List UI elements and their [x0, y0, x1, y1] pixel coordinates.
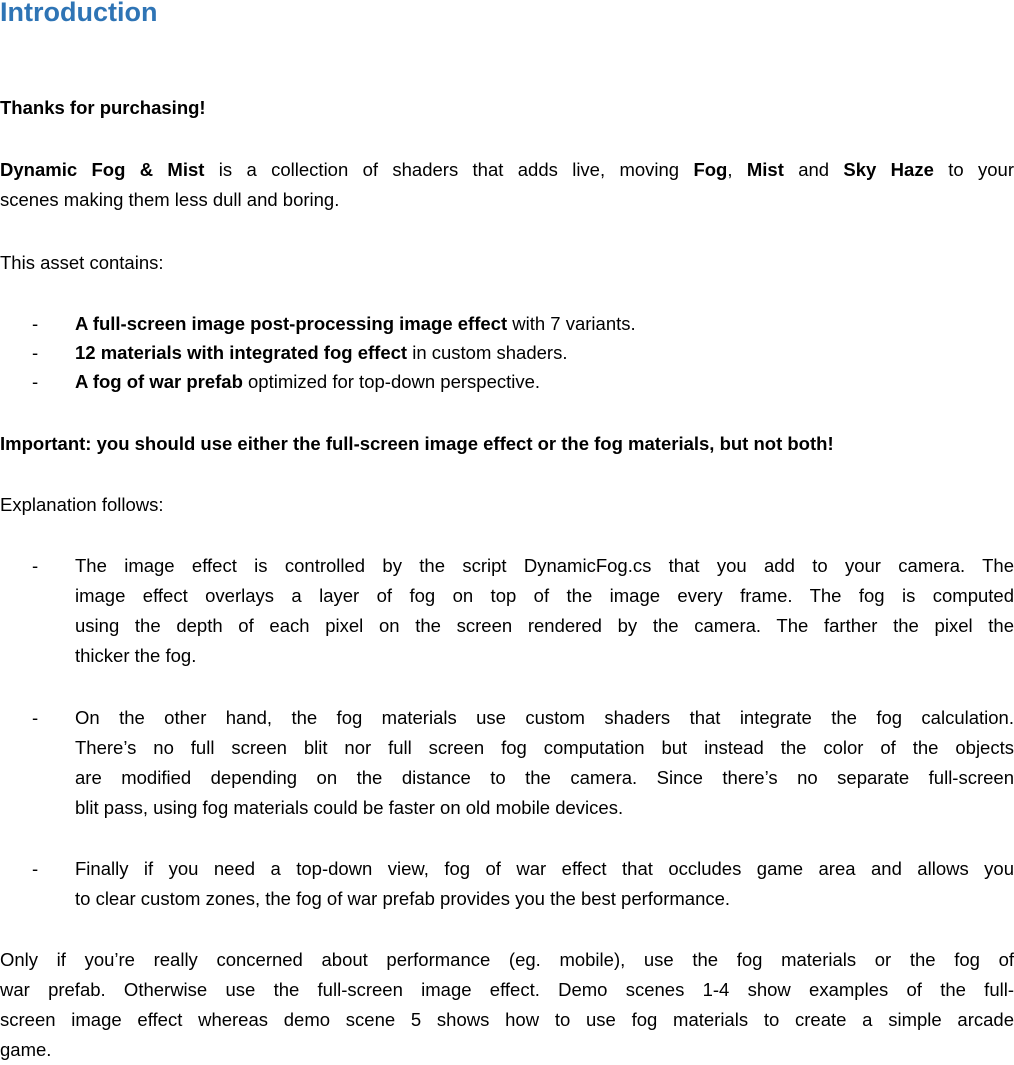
intro-line-2: scenes making them less dull and boring.	[0, 189, 340, 210]
paragraph-line: using the depth of each pixel on the screen rendered by the camera. The farther the pixel the	[75, 615, 1014, 636]
page-title: Introduction	[0, 0, 158, 27]
list-item-bold: A full-screen image post-processing image effect	[75, 313, 508, 334]
paragraph-line: There’s no full screen blit nor full screen fog computation but instead the color of the objects	[75, 737, 1014, 758]
paragraph-line: blit pass, using fog materials could be faster on old mobile devices.	[75, 797, 624, 818]
list-item	[75, 338, 567, 368]
list-item	[75, 309, 636, 339]
paragraph-line: are modified depending on the distance to the camera. Since there’s no separate full-screen	[75, 767, 1014, 788]
paragraph-line: The image effect is controlled by the script DynamicFog.cs that you add to your camera. The	[75, 555, 1014, 576]
paragraph-line: screen image effect whereas demo scene 5 shows how to use fog materials to create a simple arcade	[0, 1009, 1014, 1030]
list-dash: -	[32, 858, 39, 879]
intro-text-1: is a collection of shaders that adds live, moving	[204, 159, 694, 180]
thanks-line: Thanks for purchasing!	[0, 97, 206, 118]
intro-line-1	[0, 155, 1014, 185]
contains-label: This asset contains:	[0, 252, 164, 273]
paragraph-line: image effect overlays a layer of fog on top of the image every frame. The fog is computed	[75, 585, 1014, 606]
list-item-bold: 12 materials with integrated fog effect	[75, 342, 408, 363]
paragraph-line: to clear custom zones, the fog of war prefab provides you the best performance.	[75, 888, 731, 909]
list-dash: -	[32, 371, 39, 392]
list-item-text: optimized for top-down perspective.	[242, 371, 541, 392]
explanation-item-image-effect	[75, 551, 1014, 671]
closing-paragraph	[0, 945, 1014, 1065]
intro-text-2: to your	[933, 159, 1014, 180]
list-dash: -	[32, 707, 39, 728]
list-item-text: with 7 variants.	[507, 313, 636, 334]
list-item-bold: A fog of war prefab	[75, 371, 243, 392]
fog-term: Fog	[693, 159, 728, 180]
paragraph-line: war prefab. Otherwise use the full-screen image effect. Demo scenes 1-4 show examples of the full-	[0, 979, 1014, 1000]
list-item-text: in custom shaders.	[407, 342, 568, 363]
paragraph-line: game.	[0, 1039, 52, 1060]
mist-term: Mist	[746, 159, 784, 180]
intro-and: and	[783, 159, 844, 180]
paragraph-line: Only if you’re really concerned about performance (eg. mobile), use the fog materials or the fog of	[0, 949, 1014, 970]
product-name: Dynamic Fog & Mist	[0, 159, 205, 180]
explanation-item-fog-of-war	[75, 854, 1014, 914]
paragraph-line: Finally if you need a top-down view, fog of war effect that occludes game area and allows you	[75, 858, 1014, 879]
list-item	[75, 367, 540, 397]
paragraph-line: On the other hand, the fog materials use custom shaders that integrate the fog calculation.	[75, 707, 1014, 728]
intro-comma: ,	[727, 159, 747, 180]
important-note: Important: you should use either the full-screen image effect or the fog materials, but not both!	[0, 433, 834, 454]
sky-haze-term: Sky Haze	[843, 159, 934, 180]
explanation-label: Explanation follows:	[0, 494, 164, 515]
list-dash: -	[32, 555, 39, 576]
explanation-item-fog-materials	[75, 703, 1014, 823]
list-dash: -	[32, 342, 39, 363]
list-dash: -	[32, 313, 39, 334]
paragraph-line: thicker the fog.	[75, 645, 197, 666]
